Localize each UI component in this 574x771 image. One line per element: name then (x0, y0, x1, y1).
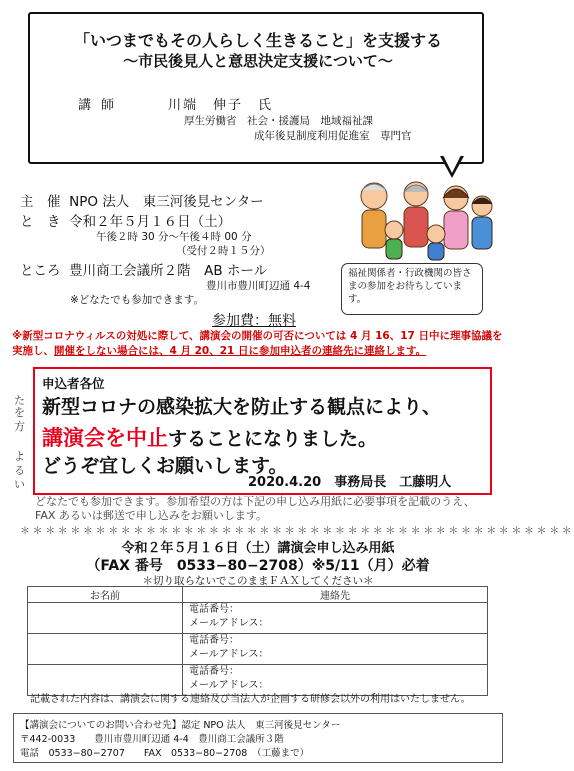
venue-label: ところ (20, 263, 61, 279)
reception-time: （受付２時１５分） (176, 245, 271, 257)
lecturer-affiliation2: 成年後見制度利用促進室 専門官 (254, 130, 412, 142)
lecturer-name: 川端 伸子 氏 (168, 98, 274, 113)
phone-label: 電話番号： (189, 635, 239, 646)
behind-char4: よ (14, 450, 25, 463)
form-title: 令和２年５月１６日（土）講演会申し込み用紙 (121, 541, 395, 556)
contact-cell[interactable] (183, 603, 488, 634)
name-cell[interactable] (28, 634, 183, 665)
behind-char6: い (14, 478, 25, 491)
col-name-header: お名前 (28, 587, 183, 603)
title-line1: 「いつまでもその人らしく生きること」を支援する (73, 31, 442, 50)
form-note: ＊切り取らないでこのままＦＡＸしてください＊ (142, 575, 374, 587)
venue-value: 豊川商工会議所２階 AB ホール (69, 263, 268, 279)
contact-cell[interactable] (183, 634, 488, 665)
person-child1 (385, 221, 403, 259)
table-row (28, 603, 488, 634)
phone-label: 電話番号： (189, 604, 239, 615)
email-label: メールアドレス： (189, 618, 269, 629)
email-label: メールアドレス： (189, 680, 269, 691)
behind-char3: 方 (14, 420, 25, 433)
person-child2 (427, 225, 445, 260)
date-row (20, 210, 231, 230)
bubble-tail-inner (443, 155, 461, 173)
cancel-line2-red: 講演会を中止 (42, 426, 168, 450)
lecturer-label: 講師 (78, 98, 125, 113)
behind-char5: る (14, 464, 25, 477)
behind-char2: を (14, 406, 25, 419)
cancel-line2 (42, 422, 377, 452)
covid-notice-part2: 開催をしない場合には、4 月 20、21 日に参加申込者の連絡先に連絡します。 (54, 345, 427, 357)
application-form-table (27, 586, 488, 696)
date-label: と き (20, 214, 61, 230)
cancel-line2-rest: することになりました。 (168, 428, 378, 450)
col-contact-header: 連絡先 (183, 587, 488, 603)
venue-row (20, 259, 267, 279)
cancel-line1: 新型コロナの感染拡大を防止する観点により、 (42, 396, 442, 418)
title-line2: ～市民後見人と意思決定支援について～ (123, 52, 393, 70)
covid-notice-part1: ※新型コロナウィルスの対処に際して、講演会の開催の可否については 4 月 16、17 日中に理事協議を実施し、 (12, 330, 503, 357)
behind-line1: どなたでも参加できます。参加希望の方は下記の申し込み用紙に必要事項を記載のうえ、 (35, 495, 475, 508)
form-fax-line: （FAX 番号 0533−80−2708）※5/11（月）必着 (86, 558, 430, 574)
person-grandma (404, 182, 428, 247)
star-separator: ＊＊＊＊＊＊＊＊＊＊＊＊＊＊＊＊＊＊＊＊＊＊＊＊＊＊＊＊＊＊＊＊＊＊＊＊＊＊＊＊＊＊＊＊ (20, 526, 574, 537)
cancel-line3: どうぞ宜しくお願いします。 (42, 455, 288, 477)
behind-line2: FAX あるいは郵送で申し込みをお願いします。 (35, 509, 267, 522)
contact-line2: 〒442-0033 豊川市豊川町辺通 4-4 豊川商工会議所３階 (20, 734, 284, 745)
host-row (20, 190, 264, 210)
host-value: NPO 法人 東三河後見センター (69, 194, 264, 210)
person-father (472, 196, 492, 249)
fee: 参加費：無料 (212, 313, 296, 329)
family-illustration (340, 176, 496, 262)
name-cell[interactable] (28, 603, 183, 634)
time-value: 午後２時 30 分～午後４時 00 分 (96, 231, 252, 243)
table-row (28, 634, 488, 665)
cancel-signature: 2020.4.20 事務局長 工藤明人 (248, 475, 452, 490)
table-header-row (28, 587, 488, 603)
cancel-header: 申込者各位 (42, 376, 105, 391)
contact-line3: 電話 0533−80−2707 FAX 0533−80−2708 （工藤まで） (20, 748, 310, 759)
lecturer-affiliation1: 厚生労働省 社会・援護局 地域福祉課 (184, 115, 373, 127)
anyone-note: ※どなたでも参加できます。 (70, 294, 204, 306)
behind-char1: た (14, 394, 25, 407)
form-footnote: 記載された内容は、講演会に関する連絡及び当法人が企画する研修会以外の利用はいたしません。 (30, 694, 471, 705)
venue-address: 豊川市豊川町辺通 4-4 (206, 280, 311, 292)
date-value: 令和２年５月１６日（土） (69, 214, 232, 230)
contact-line1: 【講演会についてのお問い合わせ先】認定 NPO 法人 東三河後見センター (20, 720, 341, 731)
person-mother (443, 186, 469, 249)
person-grandpa (361, 183, 387, 248)
welcome-box: 福祉関係者・行政機関の皆さまの参加をお待ちしています。 (341, 263, 483, 315)
email-label: メールアドレス： (189, 649, 269, 660)
covid-notice (12, 329, 506, 359)
host-label: 主 催 (20, 194, 61, 210)
phone-label: 電話番号： (189, 666, 239, 677)
